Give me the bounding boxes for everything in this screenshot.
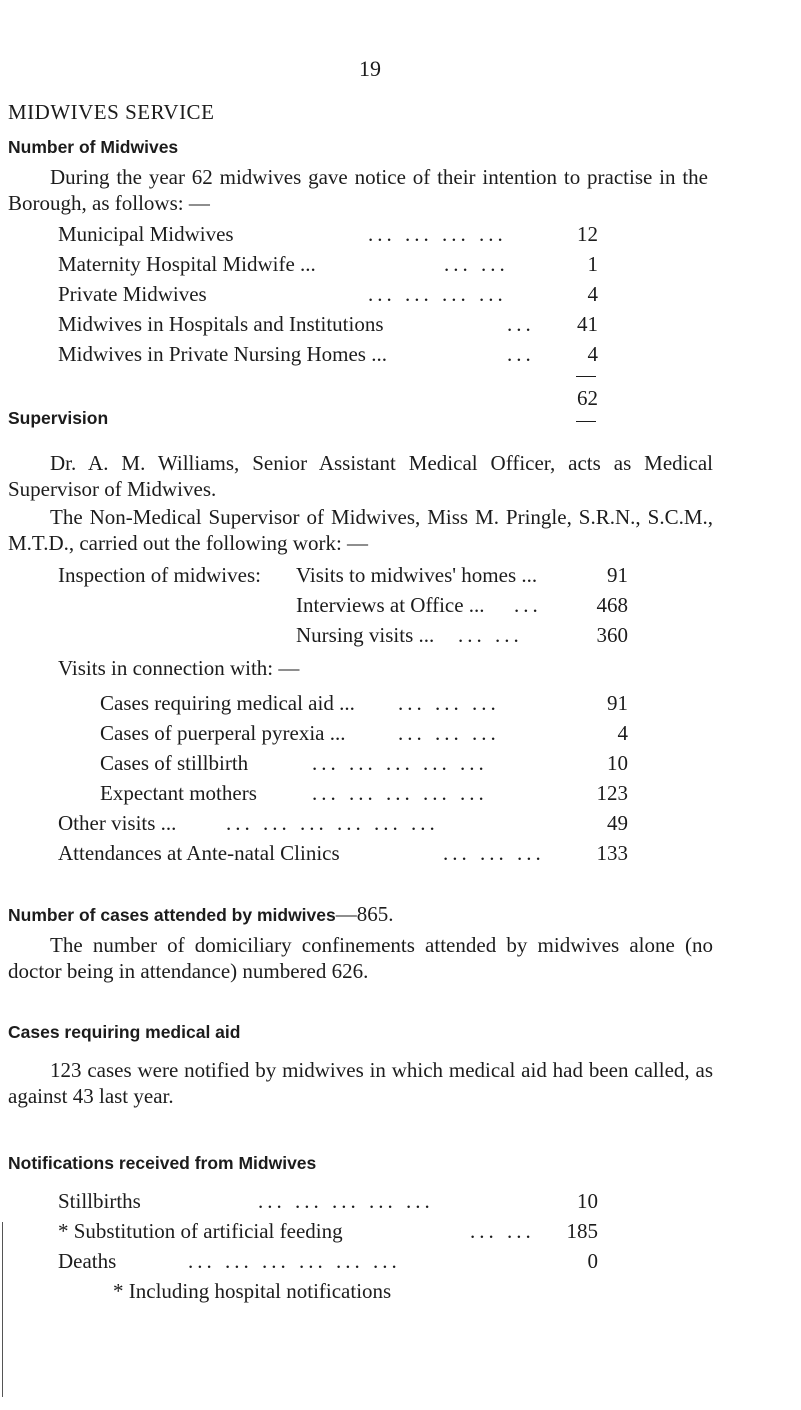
- midwives-row-hospitals-institutions: Midwives in Hospitals and Institutions ... 41: [58, 312, 598, 336]
- midwives-row-maternity-hospital: Maternity Hospital Midwife ... ... ... 1: [58, 252, 598, 276]
- heading-supervision: Supervision: [8, 408, 109, 428]
- notifications-footnote: * Including hospital notifications: [113, 1279, 392, 1303]
- notifications-row-stillbirths: Stillbirths ... ... ... ... ... 10: [58, 1189, 598, 1213]
- midwives-row-private: Private Midwives ... ... ... ... 4: [58, 282, 598, 306]
- page-edge-line: [2, 1222, 3, 1397]
- midwives-total: 62: [577, 386, 598, 410]
- visits-row-puerperal-pyrexia: Cases of puerperal pyrexia ... ... ... ... 4: [100, 721, 628, 745]
- row-ante-natal-attendances: Attendances at Ante-natal Clinics ... ... ... 133: [58, 841, 628, 865]
- cases-attended-line: [8, 901, 394, 927]
- visits-row-stillbirth: Cases of stillbirth ... ... ... ... ... 10: [100, 751, 628, 775]
- midwives-row-municipal: Municipal Midwives ... ... ... ... 12: [58, 222, 598, 246]
- notifications-row-artificial-feeding: * Substitution of artificial feeding ... ... 185: [58, 1219, 598, 1243]
- heading-notifications: Notifications received from Midwives: [8, 1153, 317, 1173]
- inspection-row-nursing-visits: Nursing visits ... ... ... 360: [296, 623, 628, 647]
- visits-row-expectant-mothers: Expectant mothers ... ... ... ... ... 123: [100, 781, 628, 805]
- cases-medical-aid-paragraph: 123 cases were notified by midwives in which medical aid had been called, as against 43 last year.: [8, 1058, 713, 1109]
- heading-number-of-midwives: Number of Midwives: [8, 137, 179, 157]
- page-title: MIDWIVES SERVICE: [8, 100, 215, 124]
- total-rule-top: [576, 376, 596, 377]
- inspection-row-visits-homes: Inspection of midwives: Visits to midwives' homes ... 91: [58, 563, 628, 587]
- page-number: 19: [359, 56, 381, 81]
- row-other-visits: Other visits ... ... ... ... ... ... ... 49: [58, 811, 628, 835]
- visits-row-medical-aid: Cases requiring medical aid ... ... ... ... 91: [100, 691, 628, 715]
- cases-attended-paragraph: The number of domiciliary confinements attended by midwives alone (no doctor being in attendance) numbered 626.: [8, 933, 713, 984]
- midwives-intro-paragraph: During the year 62 midwives gave notice of their intention to practise in the Borough, as follows: —: [8, 165, 708, 216]
- visits-in-connection-label: Visits in connection with: —: [58, 656, 300, 680]
- midwives-row-private-nursing-homes: Midwives in Private Nursing Homes ... ... 4: [58, 342, 598, 366]
- total-rule-bottom: [576, 421, 596, 422]
- heading-cases-attended: Number of cases attended by midwives: [8, 905, 336, 925]
- heading-cases-medical-aid: Cases requiring medical aid: [8, 1022, 241, 1042]
- cases-attended-total: —865.: [335, 902, 394, 926]
- supervision-paragraph-1: Dr. A. M. Williams, Senior Assistant Medical Officer, acts as Medical Supervisor of Midwives.: [8, 451, 713, 502]
- notifications-row-deaths: Deaths ... ... ... ... ... ... 0: [58, 1249, 598, 1273]
- supervision-paragraph-2: The Non-Medical Supervisor of Midwives, Miss M. Pringle, S.R.N., S.C.M., M.T.D., carried out the following work: —: [8, 505, 713, 556]
- inspection-row-interviews: Interviews at Office ... ... 468: [296, 593, 628, 617]
